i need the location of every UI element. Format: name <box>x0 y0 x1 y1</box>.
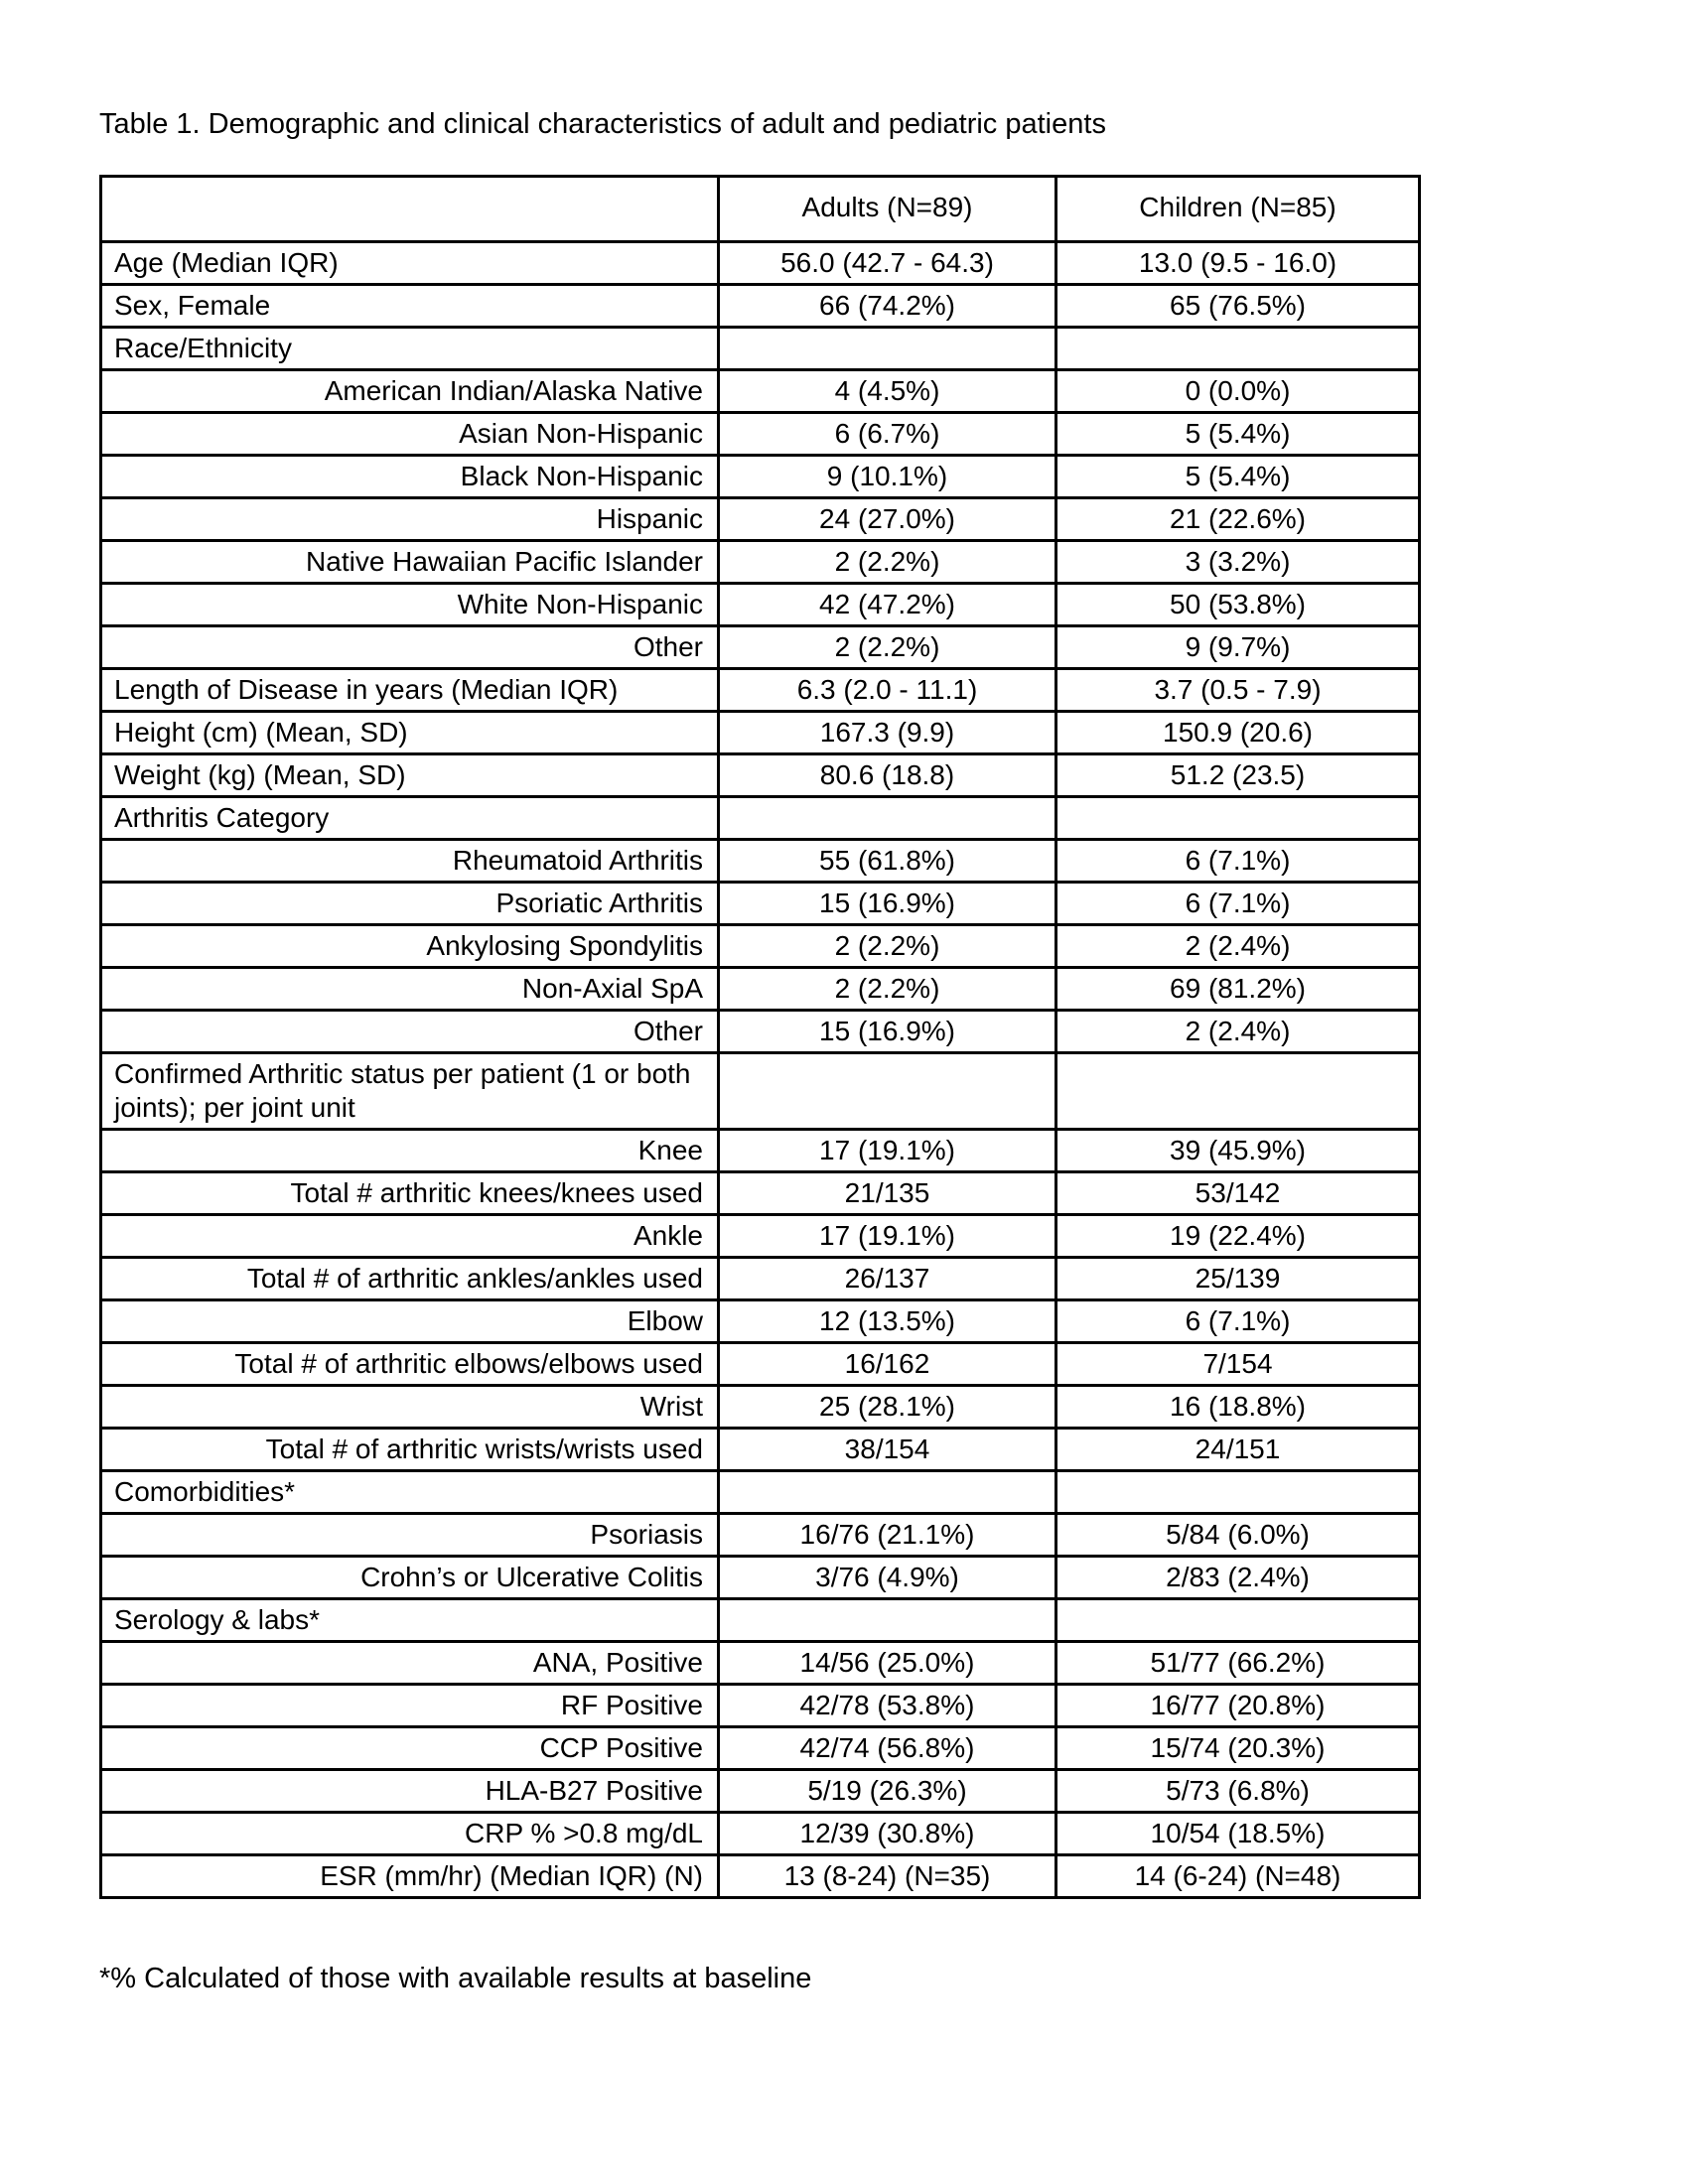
row-label: CRP % >0.8 mg/dL <box>101 1813 719 1855</box>
adults-value: 6 (6.7%) <box>719 413 1056 456</box>
adults-value: 42/74 (56.8%) <box>719 1727 1056 1770</box>
column-header-children: Children (N=85) <box>1056 177 1420 242</box>
row-label: Knee <box>101 1130 719 1172</box>
adults-value: 3/76 (4.9%) <box>719 1557 1056 1599</box>
children-value <box>1056 1053 1420 1130</box>
table-row <box>101 1258 1420 1300</box>
row-label: Confirmed Arthritic status per patient (1 or both joints); per joint unit <box>101 1053 719 1130</box>
row-label: Other <box>101 1011 719 1053</box>
children-value: 9 (9.7%) <box>1056 626 1420 669</box>
row-label: Crohn’s or Ulcerative Colitis <box>101 1557 719 1599</box>
children-value: 51.2 (23.5) <box>1056 754 1420 797</box>
row-label: White Non-Hispanic <box>101 584 719 626</box>
table-row <box>101 285 1420 328</box>
row-label: Serology & labs* <box>101 1599 719 1642</box>
row-label: Wrist <box>101 1386 719 1429</box>
table-row <box>101 242 1420 285</box>
table-row <box>101 1429 1420 1471</box>
children-value: 16 (18.8%) <box>1056 1386 1420 1429</box>
children-value: 5/84 (6.0%) <box>1056 1514 1420 1557</box>
adults-value <box>719 797 1056 840</box>
table-row <box>101 1642 1420 1685</box>
table-row <box>101 1343 1420 1386</box>
row-label: RF Positive <box>101 1685 719 1727</box>
row-label: Age (Median IQR) <box>101 242 719 285</box>
row-label: CCP Positive <box>101 1727 719 1770</box>
adults-value: 2 (2.2%) <box>719 626 1056 669</box>
table-row <box>101 1813 1420 1855</box>
adults-value: 80.6 (18.8) <box>719 754 1056 797</box>
row-label: Arthritis Category <box>101 797 719 840</box>
adults-value: 17 (19.1%) <box>719 1130 1056 1172</box>
children-value: 65 (76.5%) <box>1056 285 1420 328</box>
adults-value: 2 (2.2%) <box>719 541 1056 584</box>
row-label: Hispanic <box>101 498 719 541</box>
column-header-empty <box>101 177 719 242</box>
adults-value: 167.3 (9.9) <box>719 712 1056 754</box>
children-value: 15/74 (20.3%) <box>1056 1727 1420 1770</box>
adults-value: 15 (16.9%) <box>719 883 1056 925</box>
adults-value: 26/137 <box>719 1258 1056 1300</box>
row-label: Height (cm) (Mean, SD) <box>101 712 719 754</box>
table-row <box>101 1514 1420 1557</box>
adults-value: 15 (16.9%) <box>719 1011 1056 1053</box>
document-content <box>99 107 1430 1995</box>
adults-value: 2 (2.2%) <box>719 925 1056 968</box>
adults-value: 9 (10.1%) <box>719 456 1056 498</box>
row-label: Non-Axial SpA <box>101 968 719 1011</box>
table-footnote: *% Calculated of those with available results at baseline <box>99 1963 812 1994</box>
table-title: Table 1. Demographic and clinical characteristics of adult and pediatric patients <box>99 108 1106 140</box>
table-row <box>101 1685 1420 1727</box>
row-label: Rheumatoid Arthritis <box>101 840 719 883</box>
table-row <box>101 370 1420 413</box>
children-value: 2 (2.4%) <box>1056 925 1420 968</box>
table-row <box>101 328 1420 370</box>
children-value: 5/73 (6.8%) <box>1056 1770 1420 1813</box>
row-label: Total # of arthritic elbows/elbows used <box>101 1343 719 1386</box>
row-label: Total # of arthritic ankles/ankles used <box>101 1258 719 1300</box>
children-value: 0 (0.0%) <box>1056 370 1420 413</box>
children-value <box>1056 797 1420 840</box>
table-row <box>101 968 1420 1011</box>
table-row <box>101 1053 1420 1130</box>
adults-value: 14/56 (25.0%) <box>719 1642 1056 1685</box>
adults-value: 24 (27.0%) <box>719 498 1056 541</box>
children-value <box>1056 1599 1420 1642</box>
adults-value: 38/154 <box>719 1429 1056 1471</box>
adults-value: 42/78 (53.8%) <box>719 1685 1056 1727</box>
row-label: ESR (mm/hr) (Median IQR) (N) <box>101 1855 719 1898</box>
table-row <box>101 1855 1420 1898</box>
table-row <box>101 1727 1420 1770</box>
table-row <box>101 413 1420 456</box>
table-row <box>101 712 1420 754</box>
column-header-adults: Adults (N=89) <box>719 177 1056 242</box>
table-row <box>101 498 1420 541</box>
adults-value <box>719 328 1056 370</box>
table-row <box>101 1599 1420 1642</box>
table-row <box>101 1130 1420 1172</box>
row-label: HLA-B27 Positive <box>101 1770 719 1813</box>
children-value: 6 (7.1%) <box>1056 840 1420 883</box>
row-label: Comorbidities* <box>101 1471 719 1514</box>
table-row <box>101 1011 1420 1053</box>
children-value: 2 (2.4%) <box>1056 1011 1420 1053</box>
table-row <box>101 626 1420 669</box>
table-row <box>101 1386 1420 1429</box>
children-value: 51/77 (66.2%) <box>1056 1642 1420 1685</box>
row-label: Ankylosing Spondylitis <box>101 925 719 968</box>
table-header-row <box>101 177 1420 242</box>
children-value: 5 (5.4%) <box>1056 456 1420 498</box>
adults-value: 12/39 (30.8%) <box>719 1813 1056 1855</box>
children-value: 50 (53.8%) <box>1056 584 1420 626</box>
adults-value: 16/76 (21.1%) <box>719 1514 1056 1557</box>
table-row <box>101 1172 1420 1215</box>
table-row <box>101 840 1420 883</box>
table-row <box>101 1471 1420 1514</box>
children-value: 150.9 (20.6) <box>1056 712 1420 754</box>
row-label: Total # arthritic knees/knees used <box>101 1172 719 1215</box>
table-row <box>101 1300 1420 1343</box>
children-value: 39 (45.9%) <box>1056 1130 1420 1172</box>
table-row <box>101 925 1420 968</box>
children-value: 5 (5.4%) <box>1056 413 1420 456</box>
row-label: Sex, Female <box>101 285 719 328</box>
adults-value: 12 (13.5%) <box>719 1300 1056 1343</box>
children-value: 21 (22.6%) <box>1056 498 1420 541</box>
children-value: 16/77 (20.8%) <box>1056 1685 1420 1727</box>
adults-value <box>719 1599 1056 1642</box>
row-label: Psoriasis <box>101 1514 719 1557</box>
table-row <box>101 584 1420 626</box>
children-value <box>1056 328 1420 370</box>
adults-value: 56.0 (42.7 - 64.3) <box>719 242 1056 285</box>
row-label: Weight (kg) (Mean, SD) <box>101 754 719 797</box>
table-row <box>101 754 1420 797</box>
row-label: Length of Disease in years (Median IQR) <box>101 669 719 712</box>
table-row <box>101 797 1420 840</box>
row-label: Black Non-Hispanic <box>101 456 719 498</box>
adults-value: 25 (28.1%) <box>719 1386 1056 1429</box>
table-row <box>101 541 1420 584</box>
row-label: American Indian/Alaska Native <box>101 370 719 413</box>
children-value: 3.7 (0.5 - 7.9) <box>1056 669 1420 712</box>
children-value: 7/154 <box>1056 1343 1420 1386</box>
adults-value <box>719 1471 1056 1514</box>
children-value: 2/83 (2.4%) <box>1056 1557 1420 1599</box>
row-label: Ankle <box>101 1215 719 1258</box>
row-label: Race/Ethnicity <box>101 328 719 370</box>
row-label: Total # of arthritic wrists/wrists used <box>101 1429 719 1471</box>
table-row <box>101 1770 1420 1813</box>
children-value: 13.0 (9.5 - 16.0) <box>1056 242 1420 285</box>
children-value: 25/139 <box>1056 1258 1420 1300</box>
row-label: Psoriatic Arthritis <box>101 883 719 925</box>
row-label: Elbow <box>101 1300 719 1343</box>
adults-value: 66 (74.2%) <box>719 285 1056 328</box>
children-value: 24/151 <box>1056 1429 1420 1471</box>
adults-value: 17 (19.1%) <box>719 1215 1056 1258</box>
children-value: 19 (22.4%) <box>1056 1215 1420 1258</box>
demographics-table <box>99 175 1421 1899</box>
row-label: Asian Non-Hispanic <box>101 413 719 456</box>
adults-value: 2 (2.2%) <box>719 968 1056 1011</box>
children-value: 10/54 (18.5%) <box>1056 1813 1420 1855</box>
row-label: ANA, Positive <box>101 1642 719 1685</box>
adults-value: 42 (47.2%) <box>719 584 1056 626</box>
adults-value: 5/19 (26.3%) <box>719 1770 1056 1813</box>
table-row <box>101 883 1420 925</box>
adults-value: 4 (4.5%) <box>719 370 1056 413</box>
adults-value: 16/162 <box>719 1343 1056 1386</box>
children-value: 69 (81.2%) <box>1056 968 1420 1011</box>
table-row <box>101 669 1420 712</box>
table-row <box>101 1557 1420 1599</box>
adults-value: 13 (8-24) (N=35) <box>719 1855 1056 1898</box>
adults-value: 6.3 (2.0 - 11.1) <box>719 669 1056 712</box>
adults-value: 21/135 <box>719 1172 1056 1215</box>
adults-value <box>719 1053 1056 1130</box>
children-value: 53/142 <box>1056 1172 1420 1215</box>
children-value: 6 (7.1%) <box>1056 1300 1420 1343</box>
adults-value: 55 (61.8%) <box>719 840 1056 883</box>
children-value <box>1056 1471 1420 1514</box>
children-value: 6 (7.1%) <box>1056 883 1420 925</box>
row-label: Native Hawaiian Pacific Islander <box>101 541 719 584</box>
row-label: Other <box>101 626 719 669</box>
children-value: 3 (3.2%) <box>1056 541 1420 584</box>
table-row <box>101 1215 1420 1258</box>
children-value: 14 (6-24) (N=48) <box>1056 1855 1420 1898</box>
table-row <box>101 456 1420 498</box>
